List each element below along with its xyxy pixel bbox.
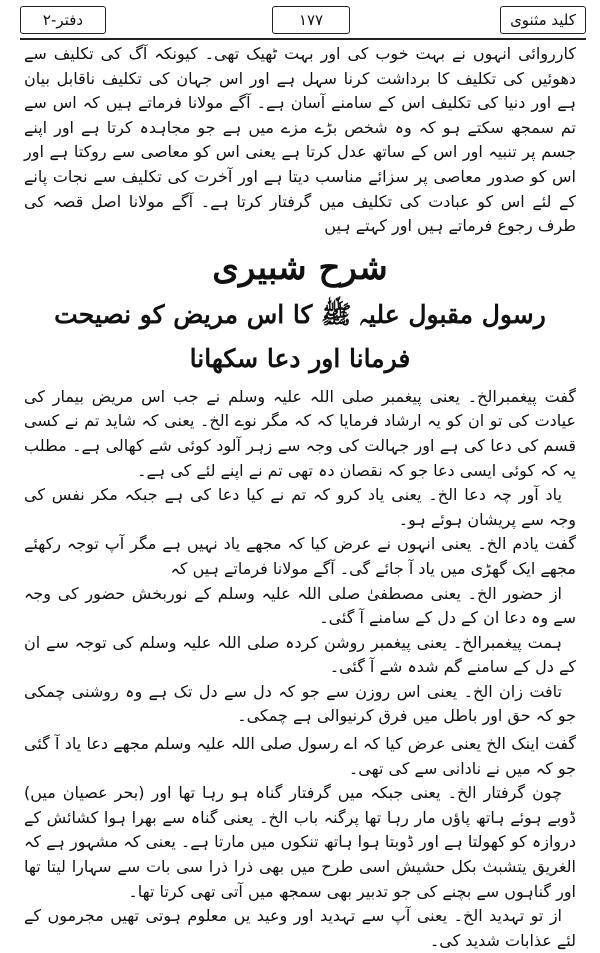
volume-box: دفتر-۲ (20, 6, 106, 34)
book-title-box: کلید مثنوی (500, 6, 586, 34)
body-paragraph: ہمت پیغمبرالخ۔ یعنی پیغمبر روشن کردہ صلی اللہ علیہ وسلم کی توجہ سے ان کے دل کے سامنے گم شدہ شے آ گئی۔ (24, 632, 576, 677)
body-paragraph: گفت اینک الخ یعنی عرض کیا کہ اے رسول صلی اللہ علیہ وسلم مجھے دعا یاد آ گئی جو کہ میں نے نادانی سے کی تھی۔ (24, 734, 576, 778)
page-number-box: ۱۷۷ (272, 6, 350, 34)
body-paragraph: تافت زان الخ۔ یعنی اس روزن سے جو کہ دل سے دل تک ہے وہ روشنی چمکی جو کہ حق اور باطل میں فرق کرنیوالی ہے چمکی۔ (24, 681, 576, 726)
header-rule (20, 38, 586, 40)
body-paragraph: از تو تہدید الخ۔ یعنی آپ سے تہدید اور وعید یں معلوم ہوتی تھیں مجرموں کے لئے عذابات شدید کی۔ (24, 906, 576, 950)
section-subtitle: رسول مقبول علیہ ﷺ کا اس مریض کو نصیحت فرمانا اور دعا سکھانا (54, 299, 546, 373)
body-paragraph: چون گرفتار الخ۔ یعنی جبکہ میں گرفتار گناہ ہو رہا تھا اور (بحر عصیان میں) ڈوبے ہوئے ہاتھ پاؤں مار رہا تھا پرگنہ باب الخ۔ یعنی گناہ سے بھرا ہوا کشائش کے دروازہ کو کھولتا ہے اور ڈوبتا ہوا ہاتھ تنکوں میں مارتا ہے۔ یعنی کہ مشہور ہے کہ الغریق یتشبث بکل حشیش اسی طرح میں بھی ذرا ذرا سی بات سے سہارا لیتا تھا اور گناہوں سے بچنے کی جو تدبیر بھی سمجھ میں آتی تھی کرتا تھا۔ (24, 783, 576, 901)
intro-paragraph: کارروائی انہوں نے بہت خوب کی اور بہت ٹھیک تھی۔ کیونکہ آگ کی تکلیف سے دھوئیں کی تکلیف کا برداشت کرنا سہل ہے اور اس جہان کی تکلیف ناقابل بیان ہے اور دنیا کی تکلیف اس کے سامنے آسان ہے۔ آگے مولانا فرماتے ہیں کہ اس سے تم سمجھ سکتے ہو کہ وہ شخص بڑے مزے میں ہے جو مجاہدہ کرتا ہے اور اپنے جسم پر تنبیہ اور اس کے ساتھ عدل کرتا ہے یعنی اس کو معاصی سے روکتا ہے اور اس کو صدور معاصی پر سزائے مناسب دیتا ہے اور آخرت کی تکلیف سے نجات پانے کے لئے اس کو عبادت کی تکلیف میں گرفتار کرتا ہے۔ آگے مولانا اصل قصہ کی طرف رجوع فرماتے ہیں اور کہتے ہیں (24, 44, 576, 236)
section-title: شرح شبیری (212, 247, 388, 288)
body-paragraph: گفت پیغمبرالخ۔ یعنی پیغمبر صلی اللہ علیہ وسلم نے جب اس مریض بیمار کی عیادت کی تو ان کو یہ ارشاد فرمایا کہ کہ مگر نوے الخ۔ یعنی کہ شاید تم نے کسی قسم کی دعا کی ہے اور جہالت کی وجہ سے زہر آلود کوئی شے کھالی ہے۔ مطلب یہ کہ کوئی ایسی دعا جو کہ نقصان دہ تھی تم نے اپنے لئے کی ہے۔ (24, 386, 576, 480)
body-paragraph: از حضور الخ۔ یعنی مصطفیٰ صلی اللہ علیہ وسلم کے نوربخش حضور کی وجہ سے وہ دعا ان کے دل کے سامنے آ گئی۔ (24, 583, 576, 628)
body-paragraph: یاد آور چہ دعا الخ۔ یعنی یاد کرو کہ تم نے کیا دعا کی ہے جبکہ مکر نفس کی وجہ سے پریشان ہوئے ہو۔ (24, 485, 576, 529)
page-header (20, 6, 586, 36)
page-content (24, 42, 576, 953)
body-paragraph: گفت یادم الخ۔ یعنی انہوں نے عرض کیا کہ مجھے یاد نہیں ہے مگر آپ توجہ رکھئے مجھے ایک گھڑی میں یاد آ جائے گی۔ آگے مولانا فرماتے ہیں کہ (24, 534, 576, 578)
